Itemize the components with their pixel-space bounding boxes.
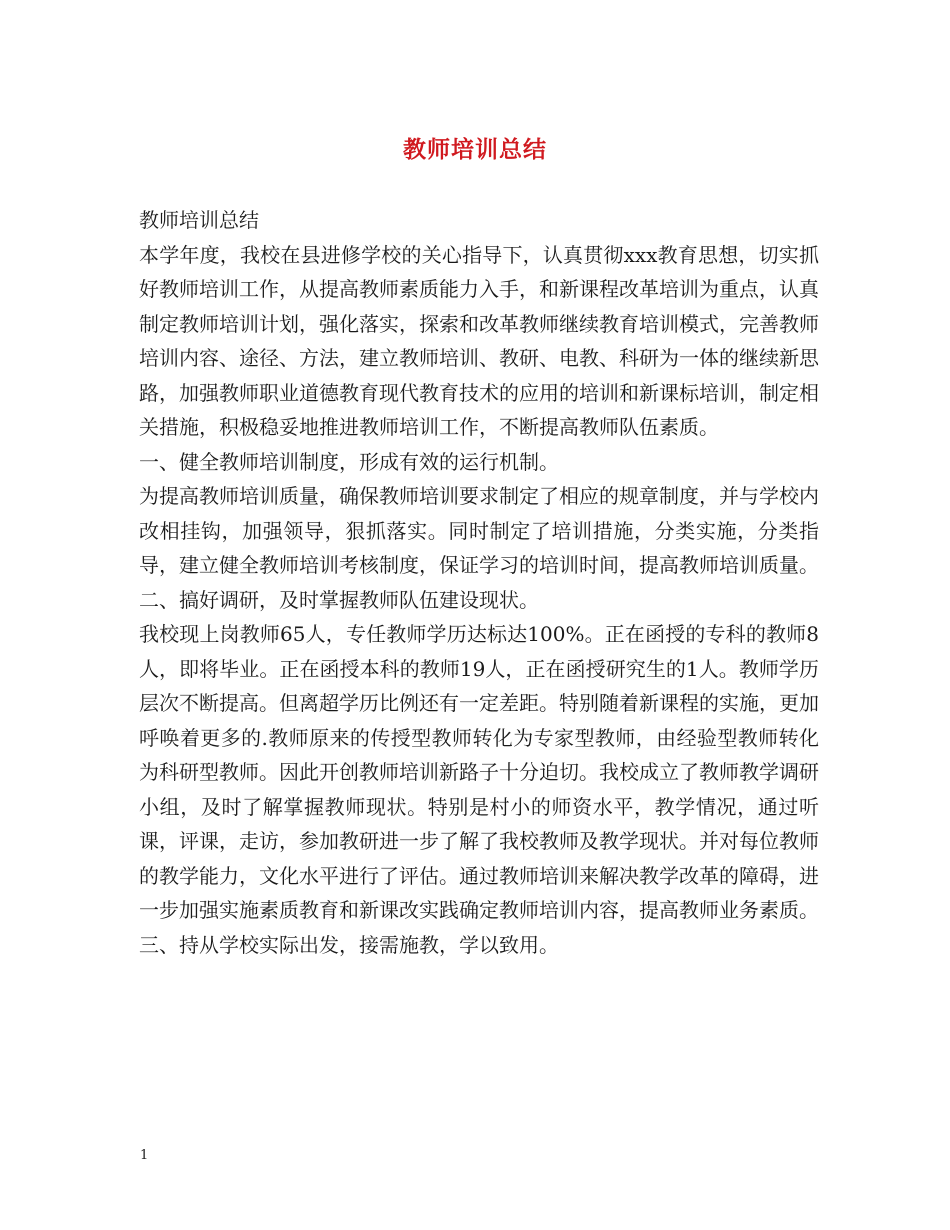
paragraph-section-1: 为提高教师培训质量，确保教师培训要求制定了相应的规章制度，并与学校内改相挂钩，加强领导，狠抓落实。同时制定了培训措施，分类实施，分类指导，建立健全教师培训考核制度，保证学习的培训时间，提高教师培训质量。 (139, 484, 819, 577)
section-heading-1: 一、健全教师培训制度，形成有效的运行机制。 (139, 449, 559, 474)
paragraph-intro: 本学年度，我校在县进修学校的关心指导下，认真贯彻xxx教育思想，切实抓好教师培训工作，从提高教师素质能力入手，和新课程改革培训为重点，认真制定教师培训计划，强化落实，探索和改革教师继续教育培训模式，完善教师培训内容、途径、方法，建立教师培训、教研、电教、科研为一体的继续新思路，加强教师职业道德教育现代教育技术的应用的培训和新课标培训，制定相关措施，积极稳妥地推进教师培训工作，不断提高教师队伍素质。 (139, 242, 819, 439)
document-body (139, 203, 819, 962)
page-number: 1 (140, 1148, 149, 1163)
section-heading-2: 二、搞好调研，及时掌握教师队伍建设现状。 (139, 587, 539, 612)
paragraph-section-2: 我校现上岗教师65人，专任教师学历达标达100%。正在函授的专科的教师8人，即将毕业。正在函授本科的教师19人，正在函授研究生的1人。教师学历层次不断提高。但离超学历比例还有一定差距。特别随着新课程的实施，更加呼唤着更多的.教师原来的传授型教师转化为专家型教师，由经验型教师转化为科研型教师。因此开创教师培训新路子十分迫切。我校成立了教师教学调研小组，及时了解掌握教师现状。特别是村小的师资水平，教学情况，通过听课，评课，走访，参加教研进一步了解了我校教师及教学现状。并对每位教师的教学能力，文化水平进行了评估。通过教师培训来解决教学改革的障碍，进一步加强实施素质教育和新课改实践确定教师培训内容，提高教师业务素质。 (139, 622, 819, 922)
section-heading-3: 三、持从学校实际出发，接需施教，学以致用。 (139, 932, 559, 957)
document-title: 教师培训总结 (403, 136, 547, 163)
paragraph-subtitle: 教师培训总结 (139, 208, 259, 232)
